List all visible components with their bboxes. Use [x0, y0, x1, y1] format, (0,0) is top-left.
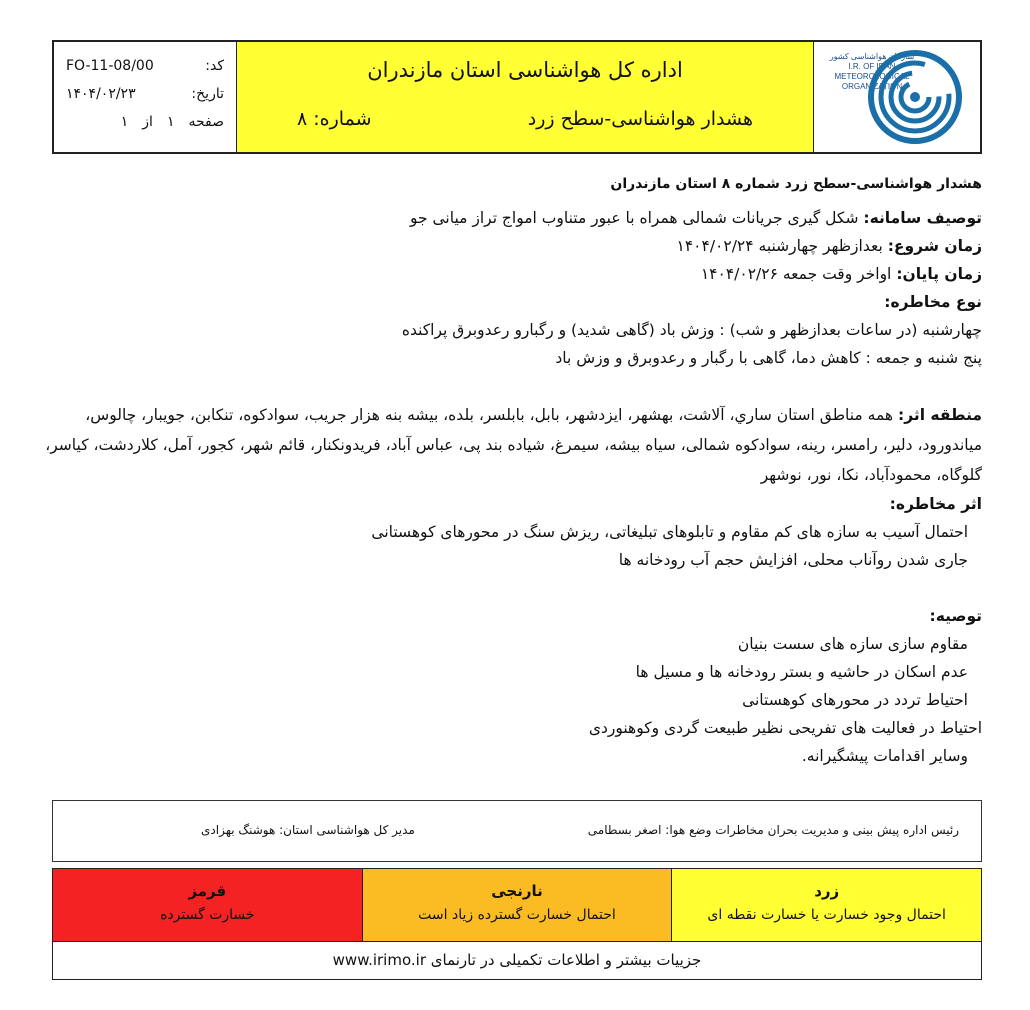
start-value: بعدازظهر چهارشنبه ۱۴۰۴/۰۲/۲۴: [676, 237, 883, 255]
page-current: ۱: [166, 114, 175, 130]
level-red: [53, 869, 363, 941]
level-desc: احتمال خسارت گسترده زیاد است: [418, 907, 616, 923]
level-name: نارنجی: [491, 882, 543, 900]
page-total: ۱: [120, 114, 129, 130]
logo: [814, 42, 980, 152]
logo-text-en3: ORGANIZATION: [841, 82, 903, 91]
advice-line: وسایر اقدامات پیشگیرانه.: [801, 747, 968, 765]
hazard-line: پنج شنبه و جمعه : کاهش دما، گاهی با رگبار و رعدوبرق و وزش باد: [555, 349, 982, 367]
start-label: زمان شروع:: [887, 237, 982, 255]
advice-line: احتیاط در فعالیت های تفریحی نظیر طبیعت گردی وکوهنوردی: [588, 719, 982, 737]
effect-label: اثر مخاطره:: [889, 495, 982, 513]
document-meta: [54, 42, 237, 152]
level-name: زرد: [814, 882, 840, 900]
end-time: [42, 260, 982, 288]
advice-line: احتیاط تردد در محورهای کوهستانی: [742, 691, 968, 709]
website-footer: جزییات بیشتر و اطلاعات تکمیلی در تارنمای www.irimo.ir: [53, 941, 981, 979]
hazard-line: چهارشنبه (در ساعات بعدازظهر و شب) : وزش باد (گاهی شدید) و رگبارو رعدوبرق پراکنده: [401, 321, 982, 339]
warning-level-subtitle: هشدار هواشناسی-سطح زرد: [527, 108, 753, 130]
start-time: [42, 232, 982, 260]
document-header: [52, 40, 982, 154]
page-label: صفحه: [188, 114, 224, 130]
description-value: شکل گیری جریانات شمالی همراه با عبور متناوب امواج تراز میانی جو: [409, 209, 859, 227]
header-title-block: [237, 42, 814, 152]
level-orange: [363, 869, 673, 941]
end-label: زمان پایان:: [896, 265, 982, 283]
advice-label: توصیه:: [929, 607, 982, 625]
level-desc: خسارت گسترده: [160, 907, 255, 923]
logo-text-fa: سازمان هواشناسی کشور: [829, 52, 915, 61]
description-label: توصیف سامانه:: [863, 209, 982, 227]
effect-line: جاری شدن روآناب محلی، افزایش حجم آب رودخانه ها: [618, 551, 968, 569]
chief-signature: رئیس اداره پیش بینی و مدیریت بحران مخاطرات وضع هوا: اصغر بسطامی: [587, 823, 959, 837]
end-value: اواخر وقت جمعه ۱۴۰۴/۰۲/۲۶: [700, 265, 892, 283]
advice-line: مقاوم سازی سازه های سست بنیان: [737, 635, 968, 653]
warning-headline: هشدار هواشناسی-سطح زرد شماره ۸ استان مازندران: [610, 176, 982, 192]
page-title: اداره کل هواشناسی استان مازندران: [367, 58, 683, 82]
effect-line: احتمال آسیب به سازه های کم مقاوم و تابلوهای تبلیغاتی، ریزش سنگ در محورهای کوهستانی: [371, 523, 968, 541]
system-description: [42, 204, 982, 232]
meteorological-logo-icon: [868, 50, 962, 144]
page-of: از: [142, 114, 153, 130]
area-label: منطقه اثر:: [898, 406, 982, 424]
warning-number: شماره: ۸: [297, 108, 372, 130]
advice-line: عدم اسکان در حاشیه و بستر رودخانه ها و مسیل ها: [635, 663, 968, 681]
date-label: تاریخ:: [191, 86, 224, 102]
signature-box: [52, 800, 982, 862]
affected-area: [42, 400, 982, 490]
level-yellow: [672, 869, 981, 941]
code-label: کد:: [205, 58, 224, 74]
director-signature: مدیر کل هواشناسی استان: هوشنگ بهزادی: [201, 823, 415, 837]
date-value: ۱۴۰۴/۰۲/۲۳: [66, 86, 136, 102]
warning-levels-table: [52, 868, 982, 980]
warning-body: [42, 170, 982, 770]
hazard-type-label: نوع مخاطره:: [884, 293, 982, 311]
code-value: FO-11-08/00: [66, 58, 154, 74]
level-desc: احتمال وجود خسارت یا خسارت نقطه ای: [707, 907, 946, 923]
logo-text-en2: METEOROLOGICAL: [834, 72, 910, 81]
area-value: همه مناطق استان ساري، آلاشت، بهشهر، ایزدشهر، بابل، بابلسر، بلده، بیشه بنه هزار جریب، سوادکوه، تنکابن، جویبار، چالوس، میاندورود، دلیر، رامسر، رینه، سوادکوه شمالی، سیاه بیشه، سیمرغ، شیاده بند پی، عباس آباد، فریدونکنار، قائم شهر، کجور، آمل، کلاردشت، کیاسر، گلوگاه، محمودآباد، نکا، نور، نوشهر: [45, 406, 982, 484]
logo-text-en1: I.R. OF IRAN: [848, 62, 896, 71]
level-name: قرمز: [188, 882, 227, 900]
